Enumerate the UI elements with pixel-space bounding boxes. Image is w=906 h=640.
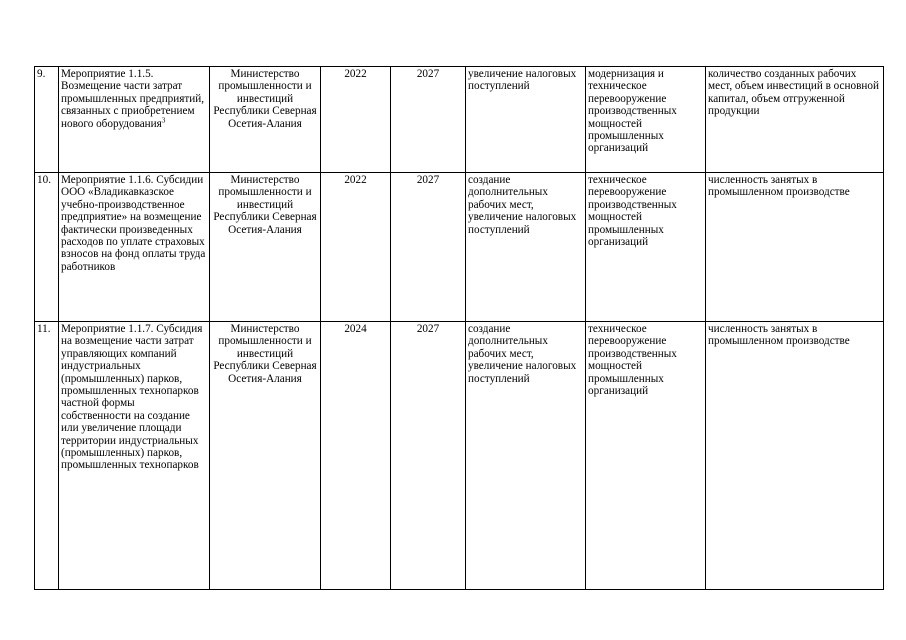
start-year: 2022	[321, 67, 391, 173]
end-year: 2027	[391, 173, 466, 322]
table-row	[35, 322, 884, 590]
indicator: численность занятых в промышленном производстве	[706, 173, 884, 322]
table-row	[35, 67, 884, 173]
end-year: 2027	[391, 67, 466, 173]
indicator: количество созданных рабочих мест, объем инвестиций в основной капитал, объем отгруженной продукции	[706, 67, 884, 173]
indicator: численность занятых в промышленном производстве	[706, 322, 884, 590]
consequence: модернизация и техническое перевооружение производственных мощностей промышленных организаций	[586, 67, 706, 173]
row-number: 9.	[35, 67, 59, 173]
measure-name: Мероприятие 1.1.7. Субсидия на возмещение части затрат управляющих компаний индустриальных (промышленных) парков, промышленных технопарков частной формы собственности на создание или увеличение площади территории индустриальных (промышленных) парков, промышленных технопарков	[59, 322, 210, 590]
responsible-ministry: Министерство промышленности и инвестиций Республики Северная Осетия-Алания	[210, 322, 321, 590]
measure-name	[59, 67, 210, 173]
expected-result: увеличение налоговых поступлений	[466, 67, 586, 173]
program-measures-table	[34, 66, 884, 590]
row-number: 11.	[35, 322, 59, 590]
consequence: техническое перевооружение производственных мощностей промышленных организаций	[586, 322, 706, 590]
footnote-mark: 3	[161, 115, 166, 124]
start-year: 2022	[321, 173, 391, 322]
responsible-ministry: Министерство промышленности и инвестиций Республики Северная Осетия-Алания	[210, 67, 321, 173]
responsible-ministry: Министерство промышленности и инвестиций Республики Северная Осетия-Алания	[210, 173, 321, 322]
expected-result: создание дополнительных рабочих мест, увеличение налоговых поступлений	[466, 322, 586, 590]
end-year: 2027	[391, 322, 466, 590]
start-year: 2024	[321, 322, 391, 590]
consequence: техническое перевооружение производственных мощностей промышленных организаций	[586, 173, 706, 322]
expected-result: создание дополнительных рабочих мест, увеличение налоговых поступлений	[466, 173, 586, 322]
row-number: 10.	[35, 173, 59, 322]
measure-name: Мероприятие 1.1.6. Субсидии ООО «Владикавказское учебно-производственное предприятие» на возмещение фактически произведенных расходов по уплате страховых взносов на фонд оплаты труда работников	[59, 173, 210, 322]
measure-name-text: Мероприятие 1.1.5. Возмещение части затрат промышленных предприятий, связанных с приобретением нового оборудования	[61, 68, 205, 130]
table-row	[35, 173, 884, 322]
